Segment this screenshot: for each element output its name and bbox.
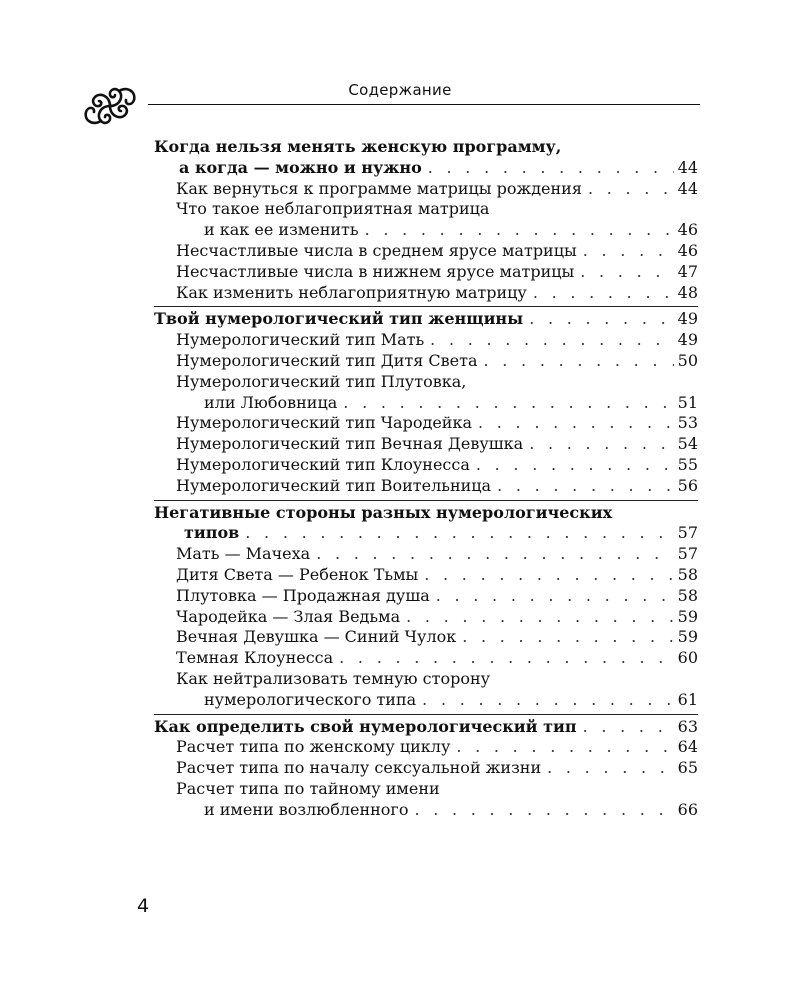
page-number: 59: [677, 606, 698, 626]
page-number: 47: [677, 261, 698, 281]
dot-leader: [245, 523, 673, 544]
toc-entry: [154, 648, 698, 669]
entry-title: Нумерологический тип Воительница: [176, 475, 492, 495]
dot-leader: [456, 737, 673, 758]
page-number: 48: [677, 282, 698, 302]
dot-leader: [583, 241, 674, 262]
dot-leader: [414, 800, 673, 821]
entry-title: Как нейтрализовать темную сторону: [176, 668, 491, 688]
table-of-contents: [154, 137, 698, 821]
entry-title: Нумерологический тип Чародейка: [176, 413, 472, 433]
dot-leader: [436, 586, 674, 607]
toc-entry: [154, 455, 698, 476]
page-number: 46: [677, 240, 698, 260]
toc-entry: [154, 372, 698, 393]
dot-leader: [428, 158, 674, 179]
toc-entry: [154, 199, 698, 220]
page-number: 61: [677, 689, 698, 709]
dot-leader: [484, 351, 674, 372]
toc-entry: [154, 544, 698, 565]
section-title: Твой нумерологический тип женщины: [154, 309, 524, 329]
page-number: 65: [677, 758, 698, 778]
dot-leader: [406, 607, 674, 628]
toc-entry: [154, 586, 698, 607]
page-number: 55: [677, 454, 698, 474]
toc-entry: [154, 283, 698, 304]
toc-entry-continuation: [154, 800, 698, 821]
section-title-line: [154, 523, 698, 544]
page-number: 63: [677, 716, 698, 736]
page-number: 51: [677, 392, 698, 412]
page-number: 60: [677, 648, 698, 668]
dot-leader: [424, 565, 673, 586]
toc-entry: [154, 241, 698, 262]
entry-title: Дитя Света — Ребенок Тьмы: [176, 564, 419, 584]
toc-entry: [154, 565, 698, 586]
dot-leader: [462, 627, 673, 648]
toc-section: [154, 714, 698, 821]
section-title-line: [154, 137, 698, 158]
page-number: 59: [677, 627, 698, 647]
page-number: 66: [677, 799, 698, 819]
header-rule: [148, 104, 700, 105]
toc-entry: [154, 779, 698, 800]
toc-entry: [154, 627, 698, 648]
toc-entry: [154, 413, 698, 434]
entry-title: Нумерологический тип Дитя Света: [176, 350, 478, 370]
dot-leader: [476, 455, 674, 476]
dot-leader: [339, 648, 673, 669]
entry-title: Что такое неблагоприятная матрица: [176, 199, 490, 219]
page-number: 64: [677, 737, 698, 757]
toc-entry: [154, 758, 698, 779]
section-title: типов: [184, 523, 240, 543]
page-number: 58: [677, 564, 698, 584]
page-number: 53: [677, 413, 698, 433]
dot-leader: [529, 309, 673, 330]
toc-entry: [154, 434, 698, 455]
toc-entry-continuation: [154, 220, 698, 241]
toc-entry: [154, 179, 698, 200]
entry-title: Мать — Мачеха: [176, 544, 311, 564]
entry-title: и как ее изменить: [204, 220, 359, 240]
page-number: 54: [677, 434, 698, 454]
page-number: 57: [677, 544, 698, 564]
entry-title: Нумерологический тип Вечная Девушка: [176, 434, 524, 454]
toc-section: [154, 500, 698, 711]
section-title: Когда нельзя менять женскую программу,: [154, 137, 562, 156]
section-title-line: [154, 503, 698, 524]
toc-section: [154, 306, 698, 496]
page-number: 57: [677, 523, 698, 543]
toc-entry-continuation: [154, 690, 698, 711]
toc-entry: [154, 669, 698, 690]
dot-leader: [430, 330, 673, 351]
dot-leader: [365, 220, 674, 241]
dot-leader: [316, 544, 673, 565]
section-title-line: [154, 717, 698, 738]
entry-title: Расчет типа по тайному имени: [176, 778, 440, 798]
entry-title: Плутовка — Продажная душа: [176, 585, 430, 605]
toc-entry: [154, 476, 698, 497]
toc-entry: [154, 351, 698, 372]
page-number: 50: [677, 350, 698, 370]
section-title-line: [154, 158, 698, 179]
toc-entry: [154, 737, 698, 758]
entry-title: Несчастливые числа в нижнем ярусе матрицы: [176, 261, 575, 281]
entry-title: Нумерологический тип Клоунесса: [176, 454, 470, 474]
running-title: Содержание: [348, 81, 452, 99]
dot-leader: [588, 179, 674, 200]
toc-entry-continuation: [154, 393, 698, 414]
dot-leader: [478, 413, 674, 434]
page-number: 46: [677, 220, 698, 240]
entry-title: Как изменить неблагоприятную матрицу: [176, 282, 527, 302]
page-number: 56: [677, 475, 698, 495]
entry-title: Нумерологический тип Плутовка,: [176, 371, 467, 391]
entry-title: Расчет типа по началу сексуальной жизни: [176, 758, 542, 778]
entry-title: Несчастливые числа в среднем ярусе матрицы: [176, 240, 577, 260]
page-number: 58: [677, 585, 698, 605]
entry-title: Темная Клоунесса: [176, 648, 334, 668]
toc-entry: [154, 330, 698, 351]
dot-leader: [533, 283, 674, 304]
dot-leader: [529, 434, 673, 455]
page-number: 44: [677, 178, 698, 198]
section-title-line: [154, 309, 698, 330]
section-title: а когда — можно и нужно: [179, 157, 422, 177]
dot-leader: [547, 758, 674, 779]
toc-section: [154, 137, 698, 303]
entry-title: Нумерологический тип Мать: [176, 330, 425, 350]
dot-leader: [497, 476, 674, 497]
page-number: 49: [677, 309, 698, 329]
section-title: Как определить свой нумерологический тип: [154, 716, 577, 736]
toc-entry: [154, 262, 698, 283]
dot-leader: [583, 717, 674, 738]
entry-title: и имени возлюбленного: [204, 799, 409, 819]
entry-title: Как вернуться к программе матрицы рождения: [176, 178, 582, 198]
dot-leader: [580, 262, 673, 283]
entry-title: нумерологического типа: [204, 689, 417, 709]
section-title: Негативные стороны разных нумерологических: [154, 502, 613, 522]
dot-leader: [343, 393, 673, 414]
entry-title: или Любовница: [204, 392, 338, 412]
entry-title: Расчет типа по женскому циклу: [176, 737, 451, 757]
entry-title: Вечная Девушка — Синий Чулок: [176, 627, 457, 647]
page-folio: 4: [137, 895, 150, 917]
dot-leader: [422, 690, 673, 711]
page-number: 44: [677, 157, 698, 177]
entry-title: Чародейка — Злая Ведьма: [176, 606, 401, 626]
page-number: 49: [677, 330, 698, 350]
toc-entry: [154, 607, 698, 628]
